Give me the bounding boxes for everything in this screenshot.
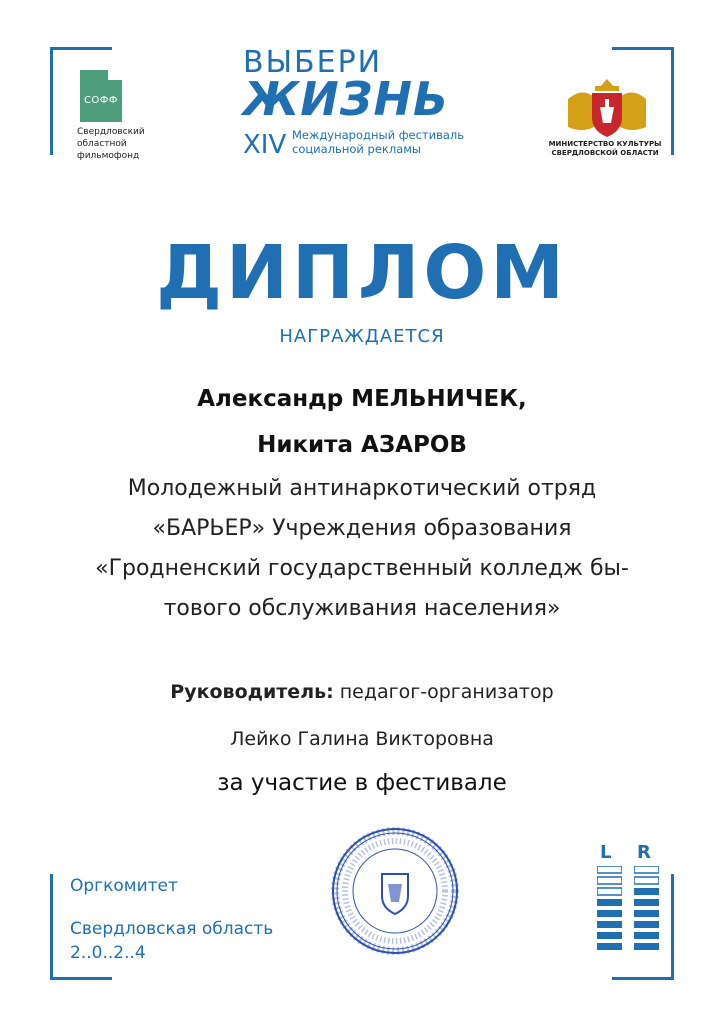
frame-top-left-h (50, 47, 112, 50)
ministry-caption-line: СВЕРДЛОВСКОЙ ОБЛАСТИ (551, 149, 659, 157)
festival-logo-line2: ЖИЗНЬ (243, 72, 450, 126)
frame-top-right-h (612, 47, 674, 50)
supervisor-label: Руководитель: (170, 681, 334, 703)
festival-subtitle (292, 128, 464, 156)
frame-bottom-right-v (671, 874, 674, 980)
audio-level-meter-right-icon (634, 866, 659, 958)
soff-caption-line: фильмофонд (77, 151, 140, 161)
soff-monogram: СОФФ (83, 95, 119, 106)
award-reason: за участие в фестивале (217, 770, 507, 796)
organization-line: «Гродненский государственный колледж бы- (95, 556, 629, 581)
soff-caption-line: областной (77, 139, 127, 149)
soff-caption (77, 126, 167, 162)
region-label: Свердловская область (70, 919, 274, 939)
meter-right-label: R (637, 842, 651, 863)
ministry-caption (540, 140, 670, 158)
organization-line: Молодежный антинаркотический отряд (127, 476, 597, 501)
festival-subtitle-line: Международный фестиваль (292, 128, 465, 142)
organization-block (0, 469, 724, 629)
frame-bottom-right-h (612, 977, 674, 980)
organization-line: тового обслуживания населения» (163, 596, 561, 621)
recipient-name: Никита АЗАРОВ (257, 432, 467, 458)
meter-left-label: L (600, 842, 612, 863)
ministry-coat-of-arms-icon (562, 77, 652, 139)
frame-bottom-left-v (50, 874, 53, 980)
organizing-committee-label: Оргкомитет (70, 876, 178, 896)
supervisor-role: педагог-организатор (333, 681, 554, 703)
festival-edition-number: XIV (243, 130, 287, 160)
official-stamp-icon (330, 826, 460, 956)
soff-caption-line: Свердловский (77, 127, 145, 137)
recipient-name: Александр МЕЛЬНИЧЕК, (197, 386, 527, 412)
ministry-caption-line: МИНИСТЕРСТВО КУЛЬТУРЫ (548, 140, 662, 148)
organization-line: «БАРЬЕР» Учреждения образования (152, 516, 572, 541)
supervisor-line (0, 681, 724, 703)
festival-logo-line1: ВЫБЕРИ (243, 45, 383, 80)
frame-top-right-v (671, 47, 674, 155)
awarded-label: НАГРАЖДАЕТСЯ (279, 326, 445, 347)
frame-top-left-v (50, 47, 53, 155)
soff-logo (80, 70, 122, 122)
diploma-title: ДИПЛОМ (156, 230, 568, 316)
year-label: 2..0..2..4 (70, 943, 146, 963)
festival-subtitle-line: социальной рекламы (292, 142, 421, 156)
audio-level-meter-left-icon (597, 866, 622, 958)
frame-bottom-left-h (50, 977, 112, 980)
supervisor-name: Лейко Галина Викторовна (230, 728, 494, 750)
